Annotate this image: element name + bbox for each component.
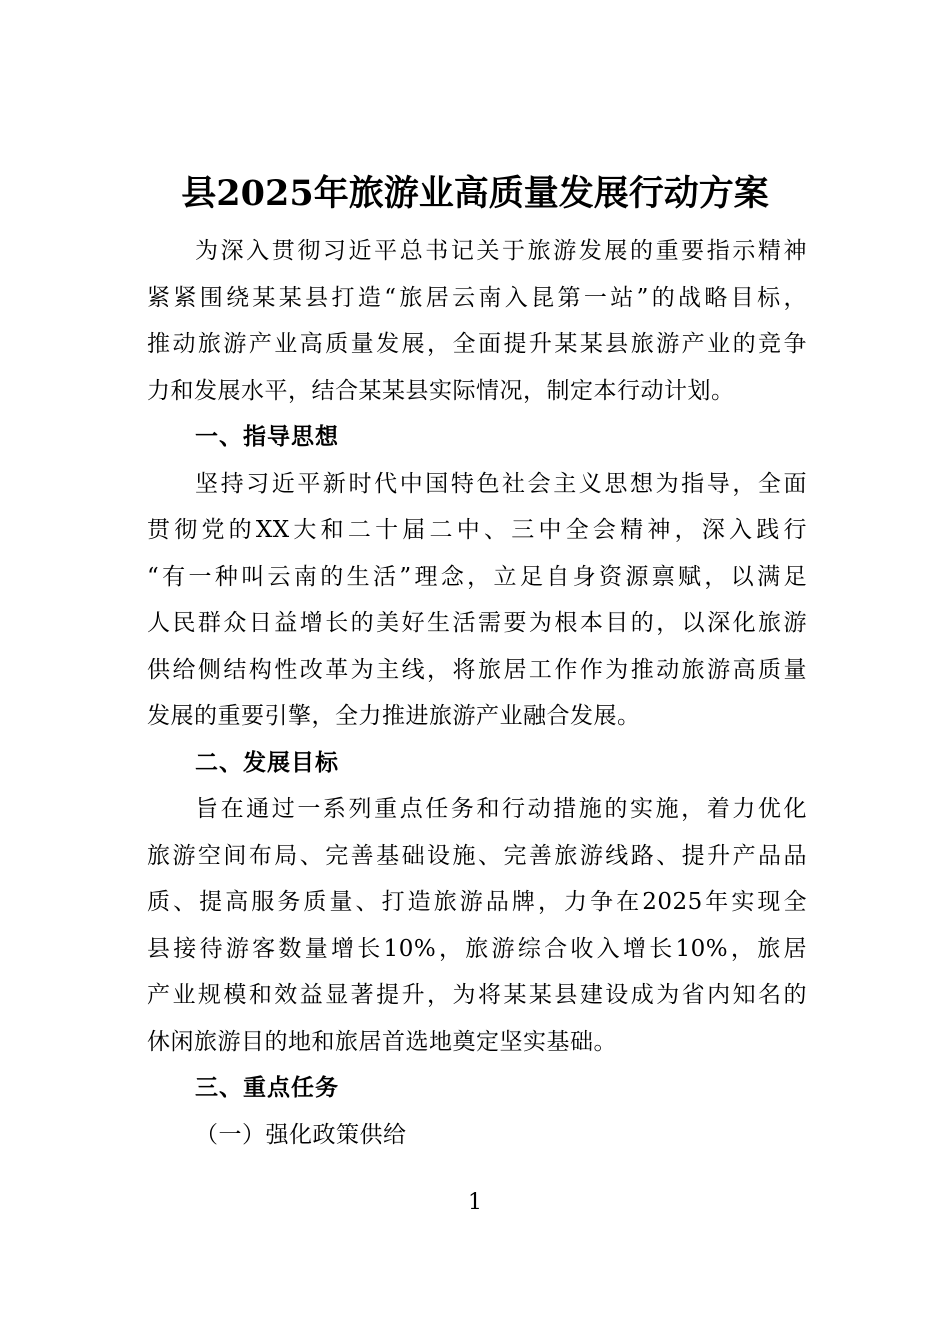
document-body xyxy=(147,228,807,1158)
section1-line-3: “有一种叫云南的生活”理念，立足自身资源禀赋，以满足 xyxy=(147,563,807,590)
section2-line-4: 县接待游客数量增长10%，旅游综合收入增长10%，旅居 xyxy=(147,935,807,962)
section2-line-1: 旨在通过一系列重点任务和行动措施的实施，着力优化 xyxy=(195,796,807,822)
section2-line-3: 质、提高服务质量、打造旅游品牌，力争在2025年实现全 xyxy=(147,889,807,915)
section1-line-2: 贯彻党的XX大和二十届二中、三中全会精神，深入践行 xyxy=(147,517,807,543)
section2-line-5: 产业规模和效益显著提升，为将某某县建设成为省内知名的 xyxy=(147,982,807,1008)
section-heading-key-tasks: 三、重点任务 xyxy=(195,1075,339,1101)
section1-line-1: 坚持习近平新时代中国特色社会主义思想为指导，全面 xyxy=(195,470,807,497)
section2-line-6: 休闲旅游目的地和旅居首选地奠定坚实基础。 xyxy=(147,1028,617,1055)
intro-line-1: 为深入贯彻习近平总书记关于旅游发展的重要指示精神 xyxy=(195,238,807,264)
section-heading-development-goals: 二、发展目标 xyxy=(195,749,339,776)
section1-line-5: 供给侧结构性改革为主线，将旅居工作作为推动旅游高质量 xyxy=(147,656,807,683)
page-number: 1 xyxy=(468,1190,482,1215)
intro-line-2: 紧紧围绕某某县打造“旅居云南入昆第一站”的战略目标， xyxy=(147,284,807,311)
section2-line-2: 旅游空间布局、完善基础设施、完善旅游线路、提升产品品 xyxy=(147,842,807,869)
section1-line-6: 发展的重要引擎，全力推进旅游产业融合发展。 xyxy=(147,703,641,729)
section1-line-4: 人民群众日益增长的美好生活需要为根本目的，以深化旅游 xyxy=(147,610,807,636)
intro-line-3: 推动旅游产业高质量发展，全面提升某某县旅游产业的竞争 xyxy=(147,331,807,357)
section-heading-guiding-ideology: 一、指导思想 xyxy=(195,424,339,450)
document-title: 县2025年旅游业高质量发展行动方案 xyxy=(181,173,769,214)
intro-line-4: 力和发展水平，结合某某县实际情况，制定本行动计划。 xyxy=(147,377,735,404)
subsection-heading-policy-supply: （一）强化政策供给 xyxy=(195,1121,407,1148)
